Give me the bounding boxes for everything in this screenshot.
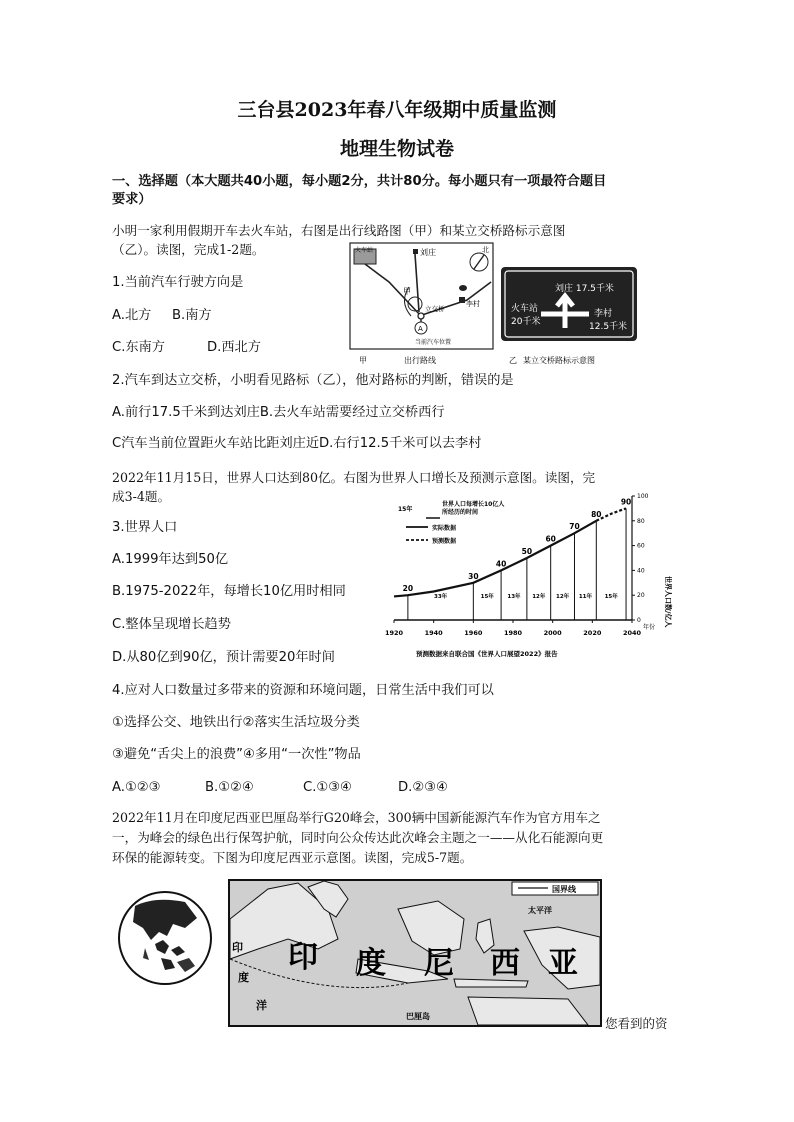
question-2-options-ab: A.前行17.5千米到达刘庄B.去火车站需要经过立交桥西行	[112, 405, 445, 420]
passage-1-line-2: （乙）。读图，完成1-2题。	[112, 242, 265, 257]
y-axis-label: 世界人口数/亿人	[664, 576, 672, 628]
x-tick-label: 2020	[583, 629, 602, 637]
sign-left-distance: 20千米	[511, 317, 541, 327]
svg-text:A: A	[418, 325, 423, 333]
question-3-option-a: A.1999年达到50亿	[112, 552, 229, 567]
question-2-stem: 2.汽车到达立交桥，小明看见路标（乙），他对路标的判断，错误的是	[112, 373, 514, 388]
liuzhuang-label: 刘庄	[420, 248, 436, 257]
route-caption: 出行路线	[404, 356, 436, 365]
milestone-label: 40	[495, 559, 507, 569]
question-1-option-b: B.南方	[172, 308, 212, 323]
question-1-option-d: D.西北方	[207, 340, 261, 355]
milestone-label: 50	[521, 547, 533, 556]
country-char-1: 印	[288, 940, 318, 975]
licun-label: 李村	[466, 300, 480, 308]
y-tick-label: 20	[637, 592, 645, 600]
page-title: 三台县2023年春八年级期中质量监测	[237, 99, 557, 121]
interval-label: 15年	[604, 594, 618, 600]
map-jia-caption: 甲	[359, 356, 367, 365]
passage-2-line-1: 2022年11月15日，世界人口达到80亿。右图为世界人口增长及预测示意图。读图，完	[112, 470, 596, 485]
legend-actual: 实际数据	[432, 525, 457, 532]
passage-1-line-1: 小明一家利用假期开车去火车站，右图是出行线路图（甲）和某立交桥路标示意图	[112, 223, 566, 238]
sign-right-distance: 12.5千米	[589, 322, 628, 332]
x-tick-label: 1920	[384, 629, 404, 637]
question-4-option-b: B.①②④	[205, 780, 254, 795]
question-3-option-b: B.1975-2022年，每增长10亿用时相同	[112, 584, 346, 599]
legend-title-2: 所经历的时间	[442, 509, 479, 516]
country-char-5: 亚	[548, 946, 578, 981]
passage-3-line-3: 环保的能源转变。下图为印度尼西亚示意图。读图，完成5-7题。	[112, 850, 473, 865]
sign-caption-text: 某立交桥路标示意图	[523, 356, 595, 365]
question-3-option-d: D.从80亿到90亿，预计需要20年时间	[112, 650, 335, 665]
question-3-stem: 3.世界人口	[112, 520, 178, 535]
question-4-item-line-1: ①选择公交、地铁出行②落实生活垃圾分类	[112, 715, 360, 730]
population-chart	[376, 490, 678, 662]
chart-source: 预测数据来自联合国《世界人口展望2022》报告	[416, 650, 558, 658]
x-tick-label: 2040	[622, 629, 642, 637]
country-char-4: 西	[490, 946, 520, 981]
interval-label: 12年	[532, 594, 546, 600]
passage-3-line-1: 2022年11月在印度尼西亚巴厘岛举行G20峰会，300辆中国新能源汽车作为官方用车之	[112, 810, 601, 825]
pacific-label: 太平洋	[528, 906, 552, 915]
y-tick-label: 40	[637, 567, 645, 575]
milestone-label: 70	[569, 522, 580, 532]
milestone-label: 80	[591, 509, 602, 519]
marginal-note: 您看到的资	[605, 1016, 668, 1031]
y-tick-label: 80	[637, 517, 645, 525]
milestone-label: 20	[402, 584, 414, 594]
milestone-label: 30	[468, 571, 479, 581]
bali-label: 巴厘岛	[406, 1012, 430, 1021]
y-tick-label: 0	[637, 617, 641, 624]
route-map	[349, 242, 495, 366]
x-tick-label: 1980	[503, 629, 523, 637]
legend-title-1: 世界人口每增长10亿人	[442, 501, 505, 508]
indian-ocean-char-3: 洋	[256, 999, 267, 1012]
question-4-option-a: A.①②③	[112, 780, 161, 795]
question-4-stem: 4.应对人口数量过多带来的资源和环境问题，日常生活中我们可以	[112, 683, 494, 698]
indian-ocean-char-2: 度	[238, 971, 249, 984]
y-tick-label: 100	[637, 493, 649, 500]
sign-right-name: 李村	[594, 309, 613, 319]
indonesia-map	[228, 879, 602, 1027]
legend-years-sample: 15年	[398, 506, 413, 513]
page-subtitle: 地理生物试卷	[339, 138, 454, 160]
interval-label: 12年	[556, 594, 570, 600]
passage-2-line-2: 成3-4题。	[112, 489, 171, 504]
north-label: 北	[482, 246, 489, 254]
station-label: 火车站	[355, 247, 374, 254]
overpass-label: 立交桥	[425, 305, 445, 313]
interval-label: 33年	[434, 594, 448, 600]
car-position-label: 当前汽车位置	[415, 339, 452, 346]
question-1-option-a: A.北方	[112, 308, 152, 323]
globe-inset	[115, 888, 215, 988]
interval-label: 11年	[578, 594, 592, 600]
y-tick-label: 60	[637, 542, 645, 550]
sign-caption-yi: 乙	[509, 356, 517, 365]
x-tick-label: 1960	[464, 629, 483, 637]
road-sign	[499, 266, 639, 368]
question-3-option-c: C.整体呈现增长趋势	[112, 617, 231, 632]
jia-map-label: 甲	[403, 287, 411, 296]
section-heading-cont: 要求）	[112, 192, 152, 207]
interval-label: 15年	[480, 594, 494, 600]
question-4-option-d: D.②③④	[398, 780, 448, 795]
legend-forecast: 预测数据	[432, 538, 457, 545]
x-axis-unit: 年份	[643, 624, 656, 631]
interval-label: 13年	[507, 594, 521, 600]
question-1-option-c: C.东南方	[112, 340, 165, 355]
milestone-label: 90	[620, 497, 632, 507]
country-char-3: 尼	[424, 946, 454, 981]
passage-3-line-2: 一，为峰会的绿色出行保驾护航，同时向公众传达此次峰会主题之一——从化石能源向更	[112, 830, 604, 845]
border-legend: 国界线	[552, 885, 576, 894]
milestone-label: 60	[545, 534, 556, 544]
sign-top-text: 刘庄 17.5千米	[555, 284, 614, 294]
question-4-option-c: C.①③④	[303, 780, 352, 795]
sign-left-name: 火车站	[511, 304, 539, 314]
question-2-options-cd: C汽车当前位置距火车站比距刘庄近D.右行12.5千米可以去李村	[112, 436, 482, 451]
x-tick-label: 1940	[424, 629, 443, 637]
question-1-stem: 1.当前汽车行驶方向是	[112, 275, 244, 290]
indian-ocean-char-1: 印	[232, 941, 243, 954]
country-char-2: 度	[356, 946, 386, 981]
x-tick-label: 2000	[543, 629, 562, 637]
section-heading: 一、选择题（本大题共40小题，每小题2分，共计80分。每小题只有一项最符合题目	[112, 174, 607, 189]
question-4-item-line-2: ③避免“舌尖上的浪费”④多用“一次性”物品	[112, 747, 361, 762]
